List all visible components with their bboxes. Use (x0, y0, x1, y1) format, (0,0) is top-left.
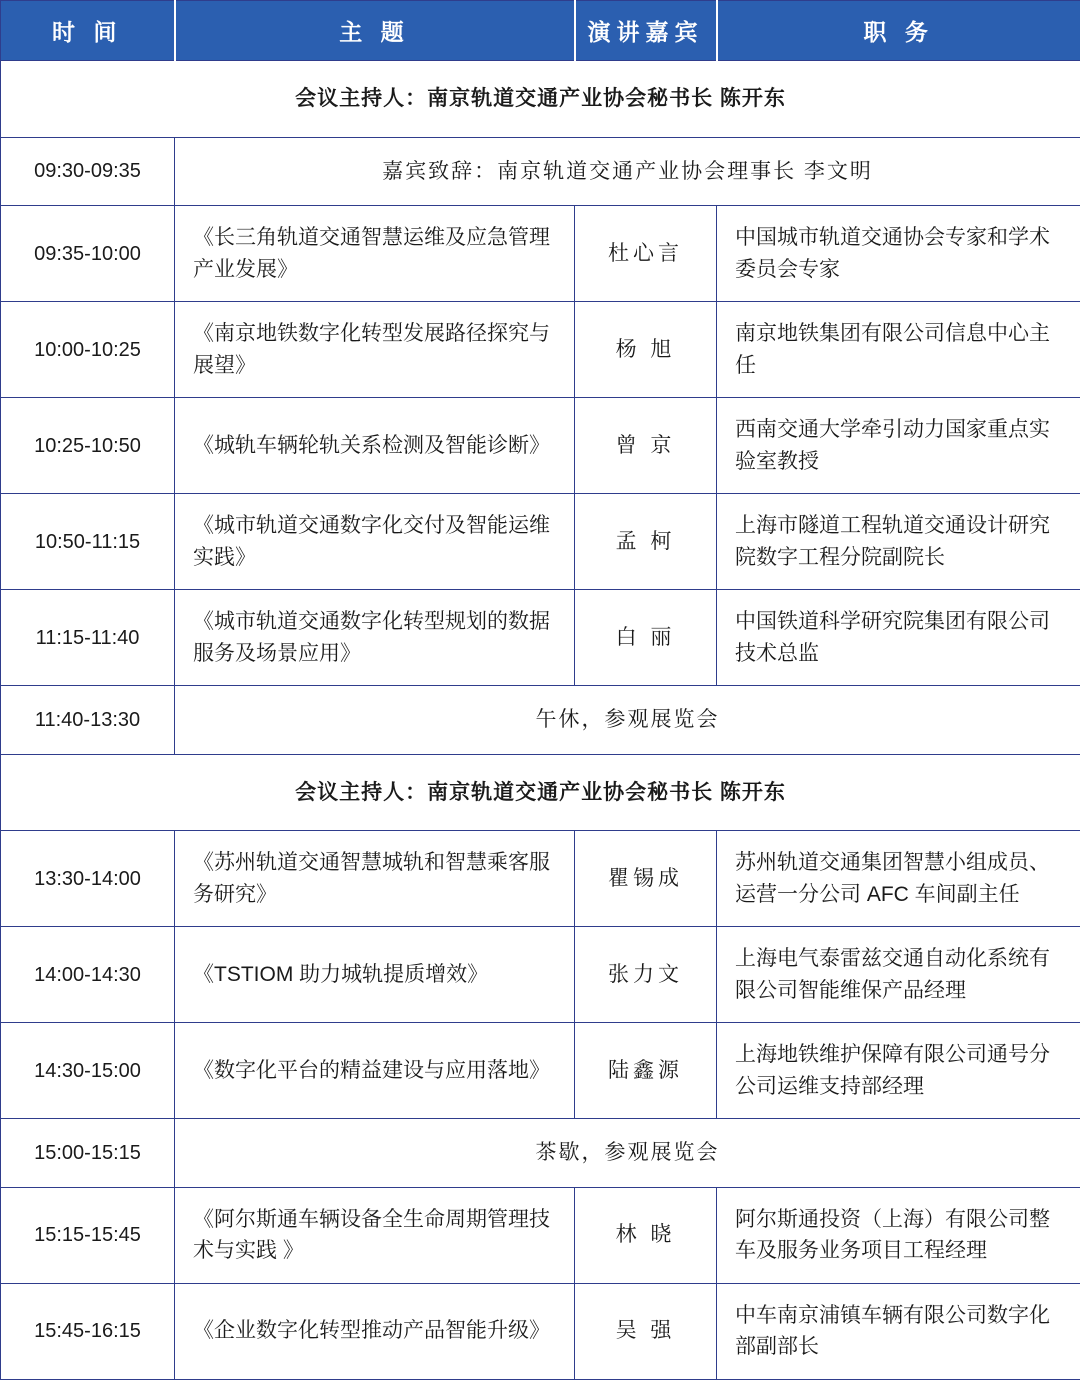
row-job-title: 南京地铁集团有限公司信息中心主任 (717, 302, 1080, 398)
row-topic: 《城市轨道交通数字化交付及智能运维实践》 (175, 494, 575, 590)
row-speaker: 孟 柯 (575, 494, 717, 590)
row-time: 15:00-15:15 (1, 1119, 175, 1188)
table-row (1, 831, 1080, 927)
row-time: 10:25-10:50 (1, 398, 175, 494)
row-time: 11:40-13:30 (1, 686, 175, 755)
row-speaker: 白 丽 (575, 590, 717, 686)
column-header-speaker: 演讲嘉宾 (575, 1, 717, 61)
column-header-time: 时 间 (1, 1, 175, 61)
table-header-row (1, 1, 1080, 61)
table-row (1, 137, 1080, 206)
row-time: 09:30-09:35 (1, 137, 175, 206)
table-row (1, 302, 1080, 398)
table-row (1, 61, 1080, 138)
row-job-title: 中国城市轨道交通协会专家和学术委员会专家 (717, 206, 1080, 302)
row-speaker: 吴 强 (575, 1283, 717, 1379)
row-topic: 《城轨车辆轮轨关系检测及智能诊断》 (175, 398, 575, 494)
column-header-topic: 主 题 (175, 1, 575, 61)
row-time: 09:35-10:00 (1, 206, 175, 302)
row-topic: 《城市轨道交通数字化转型规划的数据服务及场景应用》 (175, 590, 575, 686)
row-speaker: 林 晓 (575, 1187, 717, 1283)
row-time: 15:45-16:15 (1, 1283, 175, 1379)
row-speaker: 陆鑫源 (575, 1023, 717, 1119)
row-time: 14:00-14:30 (1, 927, 175, 1023)
table-row (1, 754, 1080, 831)
table-row (1, 1283, 1080, 1379)
row-topic: 《南京地铁数字化转型发展路径探究与展望》 (175, 302, 575, 398)
row-announcement: 午休，参观展览会 (175, 686, 1080, 755)
row-announcement: 茶歇，参观展览会 (175, 1119, 1080, 1188)
row-topic: 《阿尔斯通车辆设备全生命周期管理技术与实践 》 (175, 1187, 575, 1283)
row-job-title: 阿尔斯通投资（上海）有限公司整车及服务业务项目工程经理 (717, 1187, 1080, 1283)
table-row (1, 206, 1080, 302)
row-speaker: 张力文 (575, 927, 717, 1023)
row-job-title: 上海市隧道工程轨道交通设计研究院数字工程分院副院长 (717, 494, 1080, 590)
table-row (1, 686, 1080, 755)
session-host-cell: 会议主持人：南京轨道交通产业协会秘书长 陈开东 (1, 754, 1080, 831)
table-row (1, 590, 1080, 686)
row-time: 11:15-11:40 (1, 590, 175, 686)
table-body (1, 61, 1080, 1380)
row-announcement: 嘉宾致辞：南京轨道交通产业协会理事长 李文明 (175, 137, 1080, 206)
session-host-cell: 会议主持人：南京轨道交通产业协会秘书长 陈开东 (1, 61, 1080, 138)
table-row (1, 398, 1080, 494)
row-topic: 《TSTIOM 助力城轨提质增效》 (175, 927, 575, 1023)
row-topic: 《苏州轨道交通智慧城轨和智慧乘客服务研究》 (175, 831, 575, 927)
row-speaker: 杨 旭 (575, 302, 717, 398)
table-header (1, 1, 1080, 61)
row-time: 10:50-11:15 (1, 494, 175, 590)
row-job-title: 苏州轨道交通集团智慧小组成员、运营一分公司 AFC 车间副主任 (717, 831, 1080, 927)
row-job-title: 西南交通大学牵引动力国家重点实验室教授 (717, 398, 1080, 494)
row-time: 13:30-14:00 (1, 831, 175, 927)
column-header-title: 职 务 (717, 1, 1080, 61)
row-speaker: 瞿锡成 (575, 831, 717, 927)
table-row (1, 1187, 1080, 1283)
row-speaker: 杜心言 (575, 206, 717, 302)
table-row (1, 494, 1080, 590)
row-topic: 《企业数字化转型推动产品智能升级》 (175, 1283, 575, 1379)
row-job-title: 上海地铁维护保障有限公司通号分公司运维支持部经理 (717, 1023, 1080, 1119)
row-job-title: 上海电气泰雷兹交通自动化系统有限公司智能维保产品经理 (717, 927, 1080, 1023)
row-topic: 《长三角轨道交通智慧运维及应急管理产业发展》 (175, 206, 575, 302)
row-time: 14:30-15:00 (1, 1023, 175, 1119)
row-job-title: 中国铁道科学研究院集团有限公司技术总监 (717, 590, 1080, 686)
row-time: 10:00-10:25 (1, 302, 175, 398)
table-row (1, 1023, 1080, 1119)
row-speaker: 曾 京 (575, 398, 717, 494)
table-row (1, 1119, 1080, 1188)
row-job-title: 中车南京浦镇车辆有限公司数字化部副部长 (717, 1283, 1080, 1379)
table-row (1, 927, 1080, 1023)
row-time: 15:15-15:45 (1, 1187, 175, 1283)
row-topic: 《数字化平台的精益建设与应用落地》 (175, 1023, 575, 1119)
